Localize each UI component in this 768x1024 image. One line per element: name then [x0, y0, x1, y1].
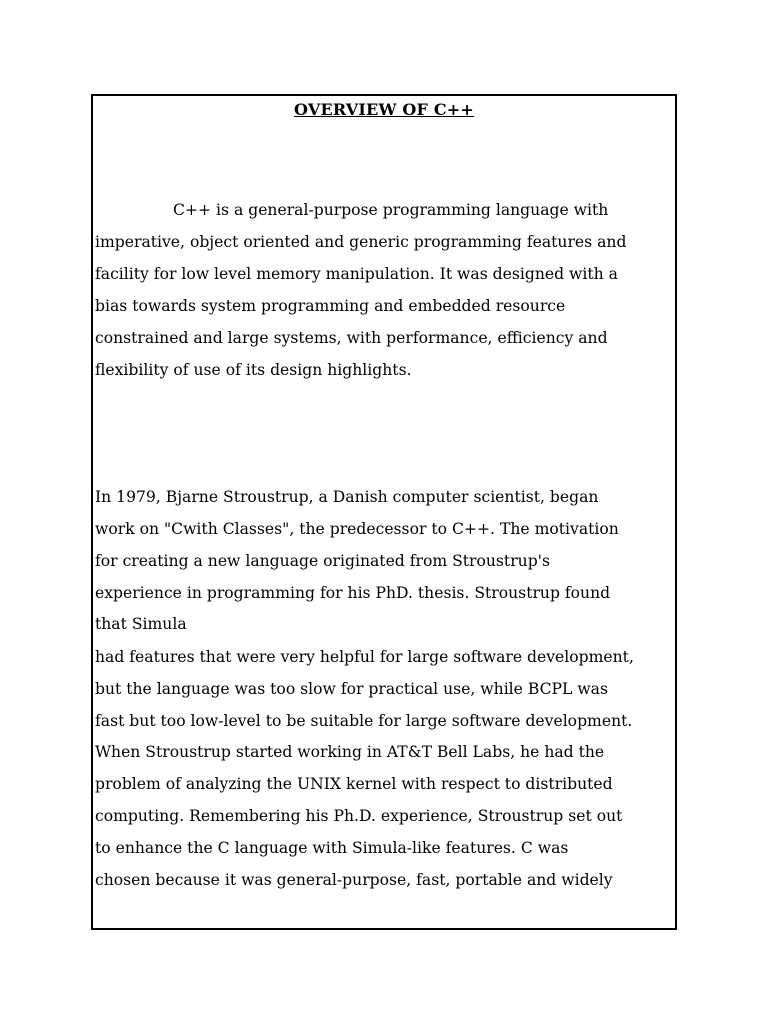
paragraph2-line: for creating a new language originated from Stroustrup's: [95, 552, 550, 570]
paragraph1-line: bias towards system programming and embedded resource: [95, 297, 566, 315]
paragraph2-line: to enhance the C language with Simula-like features. C was: [95, 839, 569, 857]
paragraph2-line: computing. Remembering his Ph.D. experience, Stroustrup set out: [95, 807, 623, 825]
paragraph1-line: facility for low level memory manipulation. It was designed with a: [95, 265, 618, 283]
paragraph1-line: C++ is a general-purpose programming language with: [173, 201, 609, 219]
paragraph2-line: had features that were very helpful for large software development,: [95, 648, 634, 666]
paragraph1-line: constrained and large systems, with performance, efficiency and: [95, 329, 608, 347]
paragraph2-line: problem of analyzing the UNIX kernel with respect to distributed: [95, 775, 613, 793]
document-title: OVERVIEW OF C++: [293, 100, 475, 119]
paragraph2-line: In 1979, Bjarne Stroustrup, a Danish computer scientist, began: [95, 488, 599, 506]
page-frame: [91, 94, 677, 930]
paragraph2-line: but the language was too slow for practical use, while BCPL was: [95, 680, 608, 698]
paragraph2-line: When Stroustrup started working in AT&T Bell Labs, he had the: [95, 743, 605, 761]
paragraph2-line: work on "Cwith Classes", the predecessor to C++. The motivation: [95, 520, 619, 538]
paragraph1-line: imperative, object oriented and generic programming features and: [95, 233, 627, 251]
paragraph2-line: chosen because it was general-purpose, fast, portable and widely: [95, 871, 613, 889]
paragraph2-line: fast but too low-level to be suitable for large software development.: [95, 712, 633, 730]
paragraph1-line: flexibility of use of its design highlights.: [95, 361, 412, 379]
paragraph2-line: experience in programming for his PhD. thesis. Stroustrup found: [95, 584, 611, 602]
paragraph2-line: that Simula: [95, 615, 187, 633]
